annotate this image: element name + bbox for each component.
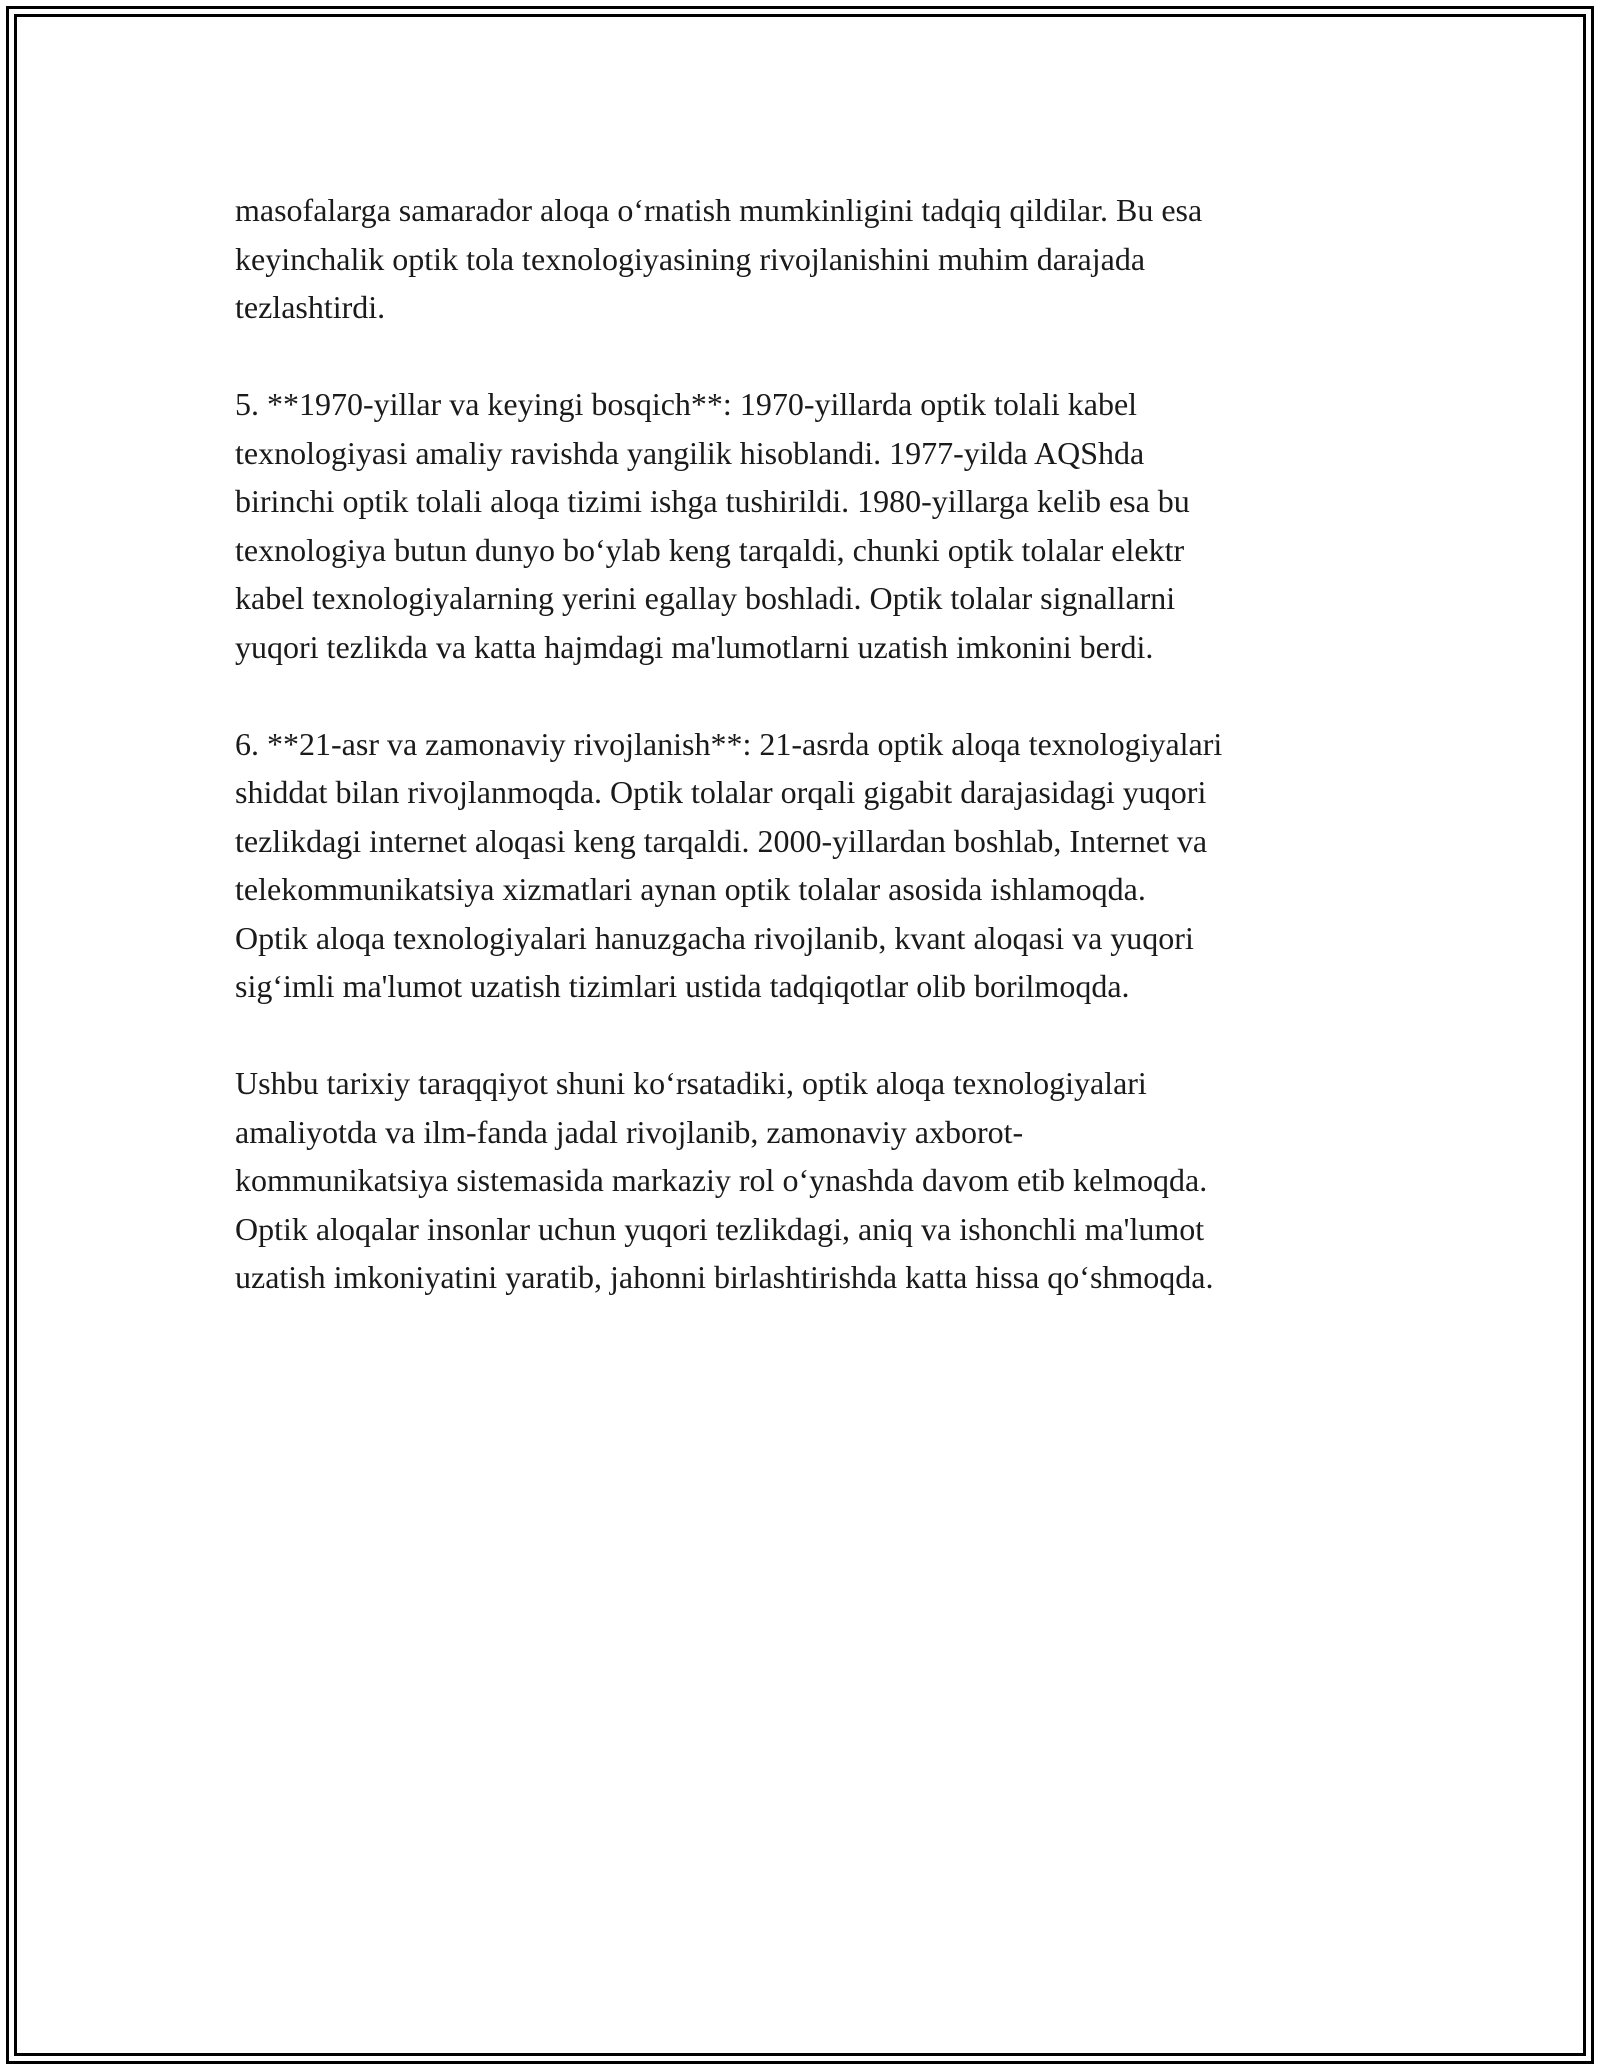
document-body bbox=[235, 186, 1385, 1350]
paragraph-conclusion: Ushbu tarixiy taraqqiyot shuni ko‘rsatadiki, optik aloqa texnologiyalari amaliyotda va ilm-fanda jadal rivojlanib, zamonaviy axborot- kommunikatsiya sistemasida markaziy rol o‘ynashda davom etib kelmoqda. Optik aloqalar insonlar uchun yuqori tezlikdagi, aniq va ishonchli ma'lumot uzatish imkoniyatini yaratib, jahonni birlashtirishda katta hissa qo‘shmoqda. bbox=[235, 1065, 1214, 1295]
paragraph-item-6: 6. **21-asr va zamonaviy rivojlanish**: 21-asrda optik aloqa texnologiyalari shiddat bilan rivojlanmoqda. Optik tolalar orqali gigabit darajasidagi yuqori tezlikdagi internet aloqasi keng tarqaldi. 2000-yillardan boshlab, Internet va telekommunikatsiya xizmatlari aynan optik tolalar asosida ishlamoqda. Optik aloqa texnologiyalari hanuzgacha rivojlanib, kvant aloqasi va yuqori sig‘imli ma'lumot uzatish tizimlari ustida tadqiqotlar olib borilmoqda. bbox=[235, 725, 1223, 1004]
paragraph-item-5: 5. **1970-yillar va keyingi bosqich**: 1970-yillarda optik tolali kabel texnologiyasi amaliy ravishda yangilik hisoblandi. 1977-yilda AQShda birinchi optik tolali aloqa tizimi ishga tushirildi. 1980-yillarga kelib esa bu texnologiya butun dunyo bo‘ylab keng tarqaldi, chunki optik tolalar elektr kabel texnologiyalarning yerini egallay boshladi. Optik tolalar signallarni yuqori tezlikda va katta hajmdagi ma'lumotlarni uzatish imkonini berdi. bbox=[235, 386, 1190, 665]
paragraph-continuation: masofalarga samarador aloqa o‘rnatish mumkinligini tadqiq qildilar. Bu esa keyinchalik optik tola texnologiyasining rivojlanishini muhim darajada tezlashtirdi. bbox=[235, 192, 1203, 325]
